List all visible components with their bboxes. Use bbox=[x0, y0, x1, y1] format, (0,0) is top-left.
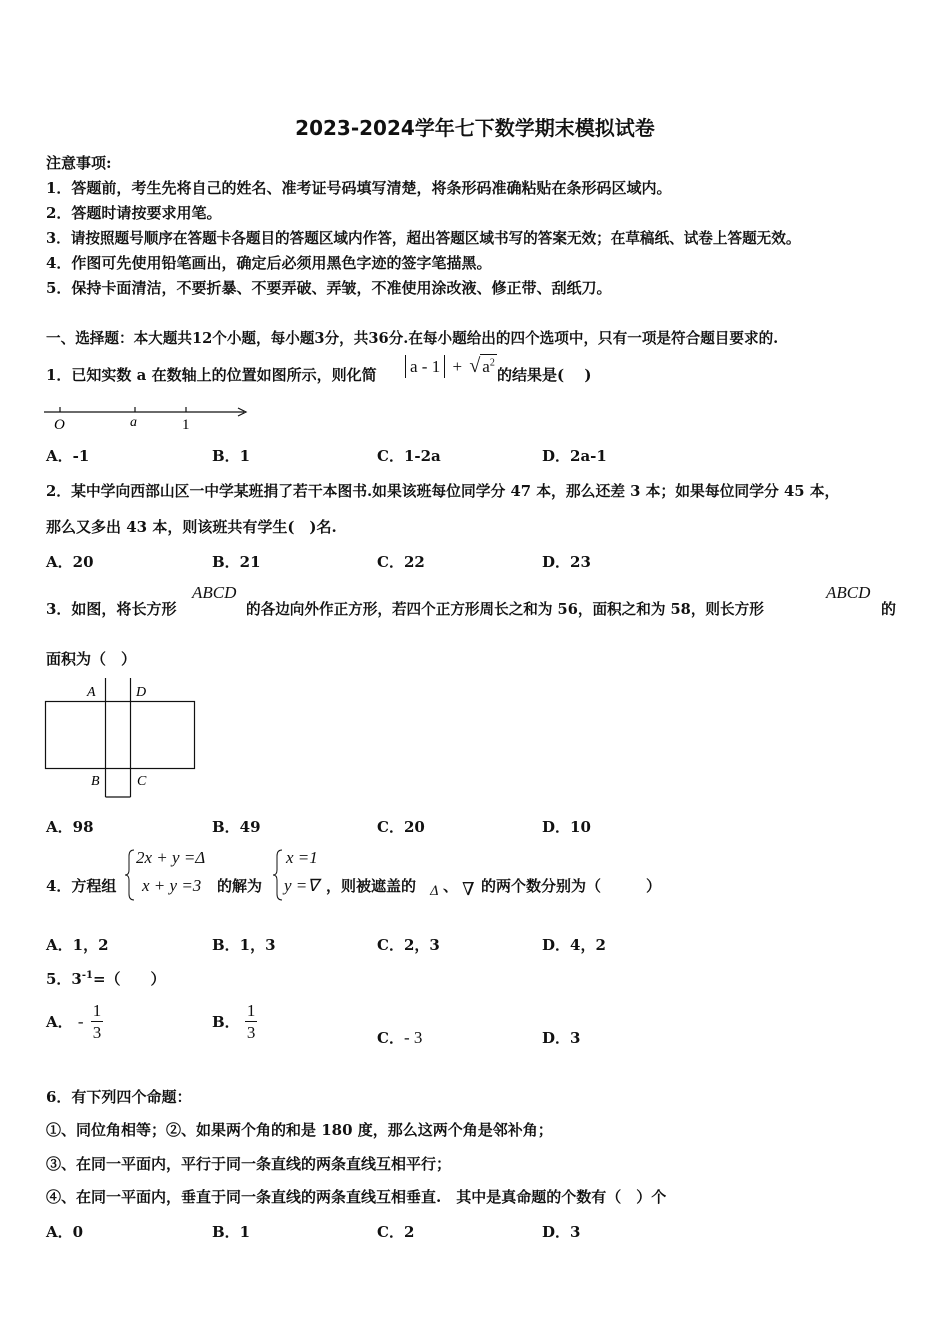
label-b: B bbox=[91, 774, 100, 789]
q1-option-d[interactable]: D．2a-1 bbox=[542, 447, 607, 465]
note-item: 2．答题时请按要求用笔。 bbox=[46, 204, 222, 222]
q1-sqrt-base: a bbox=[482, 357, 490, 376]
q2-line2: 那么又多出 43 本，则该班共有学生( )名. bbox=[46, 518, 337, 536]
q5-option-b-den: 3 bbox=[246, 1023, 256, 1042]
q4-sep: 、 bbox=[443, 877, 459, 895]
q5-option-a-label: A． bbox=[46, 1013, 73, 1031]
q4-eq1: 2x + y =Δ bbox=[136, 848, 206, 867]
q1-option-b[interactable]: B．1 bbox=[212, 447, 251, 465]
q6-option-c[interactable]: C．2 bbox=[377, 1223, 415, 1241]
q5-option-b-label: B． bbox=[212, 1013, 240, 1031]
note-item: 4．作图可先使用铅笔画出，确定后必须用黑色字迹的签字笔描黑。 bbox=[46, 254, 492, 272]
q2-option-c[interactable]: C．22 bbox=[377, 553, 425, 571]
q1-number-line bbox=[44, 402, 254, 434]
q5-option-c-label: C． bbox=[377, 1029, 404, 1047]
q6-line1: ①、同位角相等；②、如果两个角的和是 180 度，那么这两个角是邻补角； bbox=[46, 1121, 553, 1139]
note-item: 3．请按照题号顺序在答题卡各题目的答题区域内作答，超出答题区域书写的答案无效；在草稿纸、试卷上答题无效。 bbox=[46, 230, 801, 247]
note-item: 5．保持卡面清洁，不要折暴、不要弄破、弄皱，不准使用涂改液、修正带、刮纸刀。 bbox=[46, 279, 612, 297]
q5-option-a-num: 1 bbox=[92, 1001, 102, 1020]
q3-option-d[interactable]: D．10 bbox=[542, 818, 591, 836]
q6-line3: ④、在同一平面内，垂直于同一条直线的两条直线互相垂直. 其中是真命题的个数有（ ）个 bbox=[46, 1188, 667, 1206]
q1-plus: + bbox=[452, 357, 463, 376]
outer-rect bbox=[46, 702, 195, 769]
q6-option-d[interactable]: D．3 bbox=[542, 1223, 581, 1241]
q4-sym1: Δ bbox=[430, 884, 440, 899]
q5-option-a[interactable] bbox=[46, 1002, 103, 1041]
page-title: 2023-2024学年七下数学期末模拟试卷 bbox=[295, 116, 655, 140]
q1-option-c[interactable]: C．1-2a bbox=[377, 447, 441, 465]
q4-mid: 的解为 bbox=[217, 877, 263, 895]
q5-exp: -1 bbox=[81, 970, 93, 981]
q5-option-c-value: - 3 bbox=[403, 1028, 423, 1047]
q3-post: 的 bbox=[881, 600, 897, 618]
q1-stem bbox=[46, 364, 377, 385]
q3-figure bbox=[44, 678, 204, 802]
label-c: C bbox=[137, 774, 147, 789]
q5-option-c[interactable] bbox=[377, 1027, 422, 1048]
label-a: A bbox=[87, 685, 96, 700]
q3-option-c[interactable]: C．20 bbox=[377, 818, 425, 836]
section-heading: 一、选择题：本大题共12个小题，每小题3分，共36分.在每小题给出的四个选项中，只有一项是符合题目要求的. bbox=[46, 330, 779, 347]
q3-option-b[interactable]: B．49 bbox=[212, 818, 261, 836]
q5-option-d-label: D． bbox=[542, 1029, 571, 1047]
q5-option-d-value: 3 bbox=[570, 1029, 581, 1047]
q3-line2: 面积为（ ） bbox=[46, 650, 137, 668]
q4-sol2: y =∇ bbox=[284, 876, 319, 895]
q2-option-a[interactable]: A．20 bbox=[46, 553, 94, 571]
q3-abcd-2: ABCD bbox=[826, 583, 871, 602]
label-d: D bbox=[136, 685, 147, 700]
q5-option-a-frac bbox=[91, 1002, 104, 1041]
q4-option-d[interactable]: D．4，2 bbox=[542, 936, 606, 954]
q3-option-a[interactable]: A．98 bbox=[46, 818, 94, 836]
q4-post: 的两个数分别为（ ） bbox=[481, 877, 662, 895]
q1-option-a[interactable]: A．-1 bbox=[46, 447, 90, 465]
q4-option-c[interactable]: C．2，3 bbox=[377, 936, 440, 954]
left-brace-icon bbox=[272, 848, 284, 902]
q5-option-a-sign: - bbox=[77, 1011, 84, 1031]
q6-option-b[interactable]: B．1 bbox=[212, 1223, 251, 1241]
q3-mid: 的各边向外作正方形，若四个正方形周长之和为 56，面积之和为 58，则长方形 bbox=[246, 601, 764, 618]
q6-line2: ③、在同一平面内，平行于同一条直线的两条直线互相平行； bbox=[46, 1155, 452, 1173]
q4-sol1: x =1 bbox=[286, 848, 318, 867]
q5-stem bbox=[46, 968, 166, 989]
q6-option-a[interactable]: A．0 bbox=[46, 1223, 84, 1241]
notes-heading: 注意事项: bbox=[46, 154, 112, 172]
axis-label-a: a bbox=[130, 415, 137, 430]
q1-abs: a - 1 bbox=[405, 355, 445, 378]
q2-option-b[interactable]: B．21 bbox=[212, 553, 261, 571]
q5-post: =（ ） bbox=[92, 970, 166, 988]
q3-pre: 3．如图，将长方形 bbox=[46, 600, 177, 618]
q2-line1: 2．某中学向西部山区一中学某班捐了若干本图书.如果该班每位同学分 47 本，那么还差 3 本；如果每位同学分 45 本， bbox=[46, 483, 840, 500]
left-brace-icon bbox=[124, 848, 136, 902]
q4-pre: 4．方程组 bbox=[46, 877, 117, 895]
axis-label-o: O bbox=[54, 417, 65, 433]
q4-mid2: ，则被遮盖的 bbox=[326, 877, 417, 895]
q1-sqrt-exp: 2 bbox=[489, 357, 495, 369]
axis-label-1: 1 bbox=[182, 417, 190, 433]
q5-option-a-den: 3 bbox=[92, 1023, 102, 1042]
q1-sqrt bbox=[480, 354, 497, 376]
q4-eq2: x + y =3 bbox=[142, 876, 202, 895]
q1-post: 的结果是( ) bbox=[497, 366, 592, 384]
q1-expression bbox=[405, 355, 497, 378]
q4-option-a[interactable]: A．1，2 bbox=[46, 936, 109, 954]
q5-option-b[interactable] bbox=[212, 1002, 257, 1041]
q2-option-d[interactable]: D．23 bbox=[542, 553, 591, 571]
q5-option-b-frac bbox=[245, 1002, 258, 1041]
q6-stem: 6．有下列四个命题： bbox=[46, 1088, 192, 1106]
sqrt-icon: √ bbox=[469, 355, 481, 377]
q5-base: 5．3 bbox=[46, 970, 82, 988]
q4-option-b[interactable]: B．1，3 bbox=[212, 936, 276, 954]
note-item: 1．答题前，考生先将自己的姓名、准考证号码填写清楚，将条形码准确粘贴在条形码区域内。 bbox=[46, 179, 672, 197]
q1-pre: 1．已知实数 a 在数轴上的位置如图所示，则化简 bbox=[46, 366, 377, 384]
q5-option-b-num: 1 bbox=[246, 1001, 256, 1020]
q5-option-d[interactable] bbox=[542, 1027, 580, 1048]
q4-sym2: ∇ bbox=[462, 879, 475, 900]
q3-abcd-1: ABCD bbox=[192, 583, 237, 602]
